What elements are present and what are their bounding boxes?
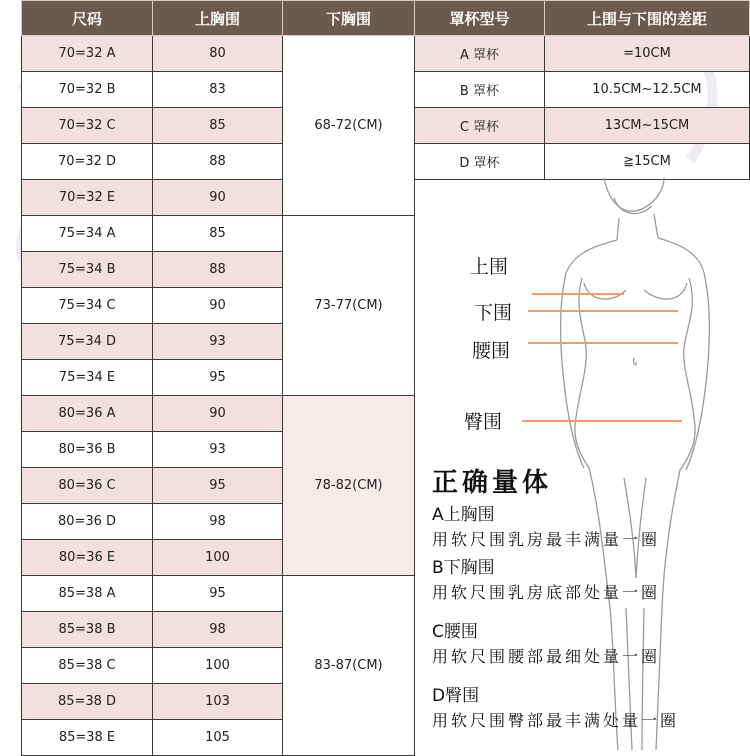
upper-bust-cell: 100: [153, 648, 283, 684]
method-item-b: [432, 553, 660, 603]
upper-bust-cell: 83: [153, 72, 283, 108]
upper-bust-cell: 93: [153, 324, 283, 360]
method-head: D臀围: [432, 686, 480, 706]
size-cell: 75=34 B: [22, 252, 153, 288]
label-waist: 腰围: [472, 340, 511, 362]
guide-line-upper: [532, 293, 624, 295]
cup-cell: A 罩杯: [415, 36, 545, 72]
size-cell: 80=36 A: [22, 396, 153, 432]
header-under-bust: 下胸围: [283, 1, 415, 36]
upper-bust-cell: 103: [153, 684, 283, 720]
cup-cell: C 罩杯: [415, 108, 545, 144]
size-cell: 70=32 C: [22, 108, 153, 144]
method-item-a: [432, 500, 660, 550]
method-desc: 用软尺围乳房底部处量一圈: [432, 583, 661, 602]
difference-cell: 13CM~15CM: [544, 108, 749, 144]
under-bust-range: 83-87(CM): [283, 576, 415, 756]
method-desc: 用软尺围臀部最丰满处量一圈: [432, 711, 680, 730]
size-cell: 80=36 B: [22, 432, 153, 468]
upper-bust-cell: 105: [153, 720, 283, 756]
header-upper-bust: 上胸围: [153, 1, 283, 36]
size-cell: 75=34 C: [22, 288, 153, 324]
cup-table-header: [415, 1, 750, 36]
difference-cell: ≧15CM: [544, 144, 749, 180]
size-cell: 85=38 B: [22, 612, 153, 648]
upper-bust-cell: 90: [153, 180, 283, 216]
upper-bust-cell: 100: [153, 540, 283, 576]
label-under-bust: 下围: [474, 302, 513, 324]
size-table: [21, 0, 415, 756]
method-item-d: [432, 681, 679, 731]
table-row: [415, 72, 750, 108]
table-row: [22, 576, 415, 612]
upper-bust-cell: 85: [153, 108, 283, 144]
cup-cell: B 罩杯: [415, 72, 545, 108]
guide-line-waist: [528, 342, 678, 344]
guide-line-under: [528, 310, 678, 312]
size-cell: 75=34 D: [22, 324, 153, 360]
under-bust-range: 73-77(CM): [283, 216, 415, 396]
size-cell: 85=38 D: [22, 684, 153, 720]
cup-table: [414, 0, 750, 180]
table-row: [415, 36, 750, 72]
size-cell: 75=34 E: [22, 360, 153, 396]
size-table-header: [22, 1, 415, 36]
size-cell: 85=38 A: [22, 576, 153, 612]
table-row: [22, 396, 415, 432]
size-cell: 70=32 D: [22, 144, 153, 180]
cup-cell: D 罩杯: [415, 144, 545, 180]
size-cell: 85=38 C: [22, 648, 153, 684]
size-cell: 75=34 A: [22, 216, 153, 252]
label-hip: 臀围: [464, 411, 503, 433]
upper-bust-cell: 93: [153, 432, 283, 468]
upper-bust-cell: 90: [153, 288, 283, 324]
upper-bust-cell: 85: [153, 216, 283, 252]
difference-cell: 10.5CM~12.5CM: [544, 72, 749, 108]
upper-bust-cell: 88: [153, 144, 283, 180]
upper-bust-cell: 95: [153, 468, 283, 504]
table-row: [415, 108, 750, 144]
method-title: 正确量体: [432, 468, 553, 498]
size-cell: 70=32 A: [22, 36, 153, 72]
size-cell: 80=36 E: [22, 540, 153, 576]
upper-bust-cell: 98: [153, 612, 283, 648]
table-row: [415, 144, 750, 180]
upper-bust-cell: 98: [153, 504, 283, 540]
under-bust-range: 68-72(CM): [283, 36, 415, 216]
upper-bust-cell: 88: [153, 252, 283, 288]
method-head: B下胸围: [432, 558, 495, 578]
header-difference: 上围与下围的差距: [544, 1, 749, 36]
upper-bust-cell: 95: [153, 576, 283, 612]
difference-cell: =10CM: [544, 36, 749, 72]
size-cell: 80=36 C: [22, 468, 153, 504]
method-head: C腰围: [432, 622, 478, 642]
upper-bust-cell: 90: [153, 396, 283, 432]
method-item-c: [432, 617, 660, 667]
method-desc: 用软尺围腰部最细处量一圈: [432, 647, 661, 666]
upper-bust-cell: 80: [153, 36, 283, 72]
guide-line-hip: [522, 420, 682, 422]
header-cup-type: 罩杯型号: [415, 1, 545, 36]
size-cell: 85=38 E: [22, 720, 153, 756]
under-bust-range: 78-82(CM): [283, 396, 415, 576]
size-cell: 70=32 B: [22, 72, 153, 108]
method-desc: 用软尺围乳房最丰满量一圈: [432, 530, 661, 549]
label-upper-bust: 上围: [470, 256, 509, 278]
header-size: 尺码: [22, 1, 153, 36]
table-row: [22, 216, 415, 252]
size-cell: 80=36 D: [22, 504, 153, 540]
upper-bust-cell: 95: [153, 360, 283, 396]
table-row: [22, 36, 415, 72]
method-head: A上胸围: [432, 505, 495, 525]
size-cell: 70=32 E: [22, 180, 153, 216]
